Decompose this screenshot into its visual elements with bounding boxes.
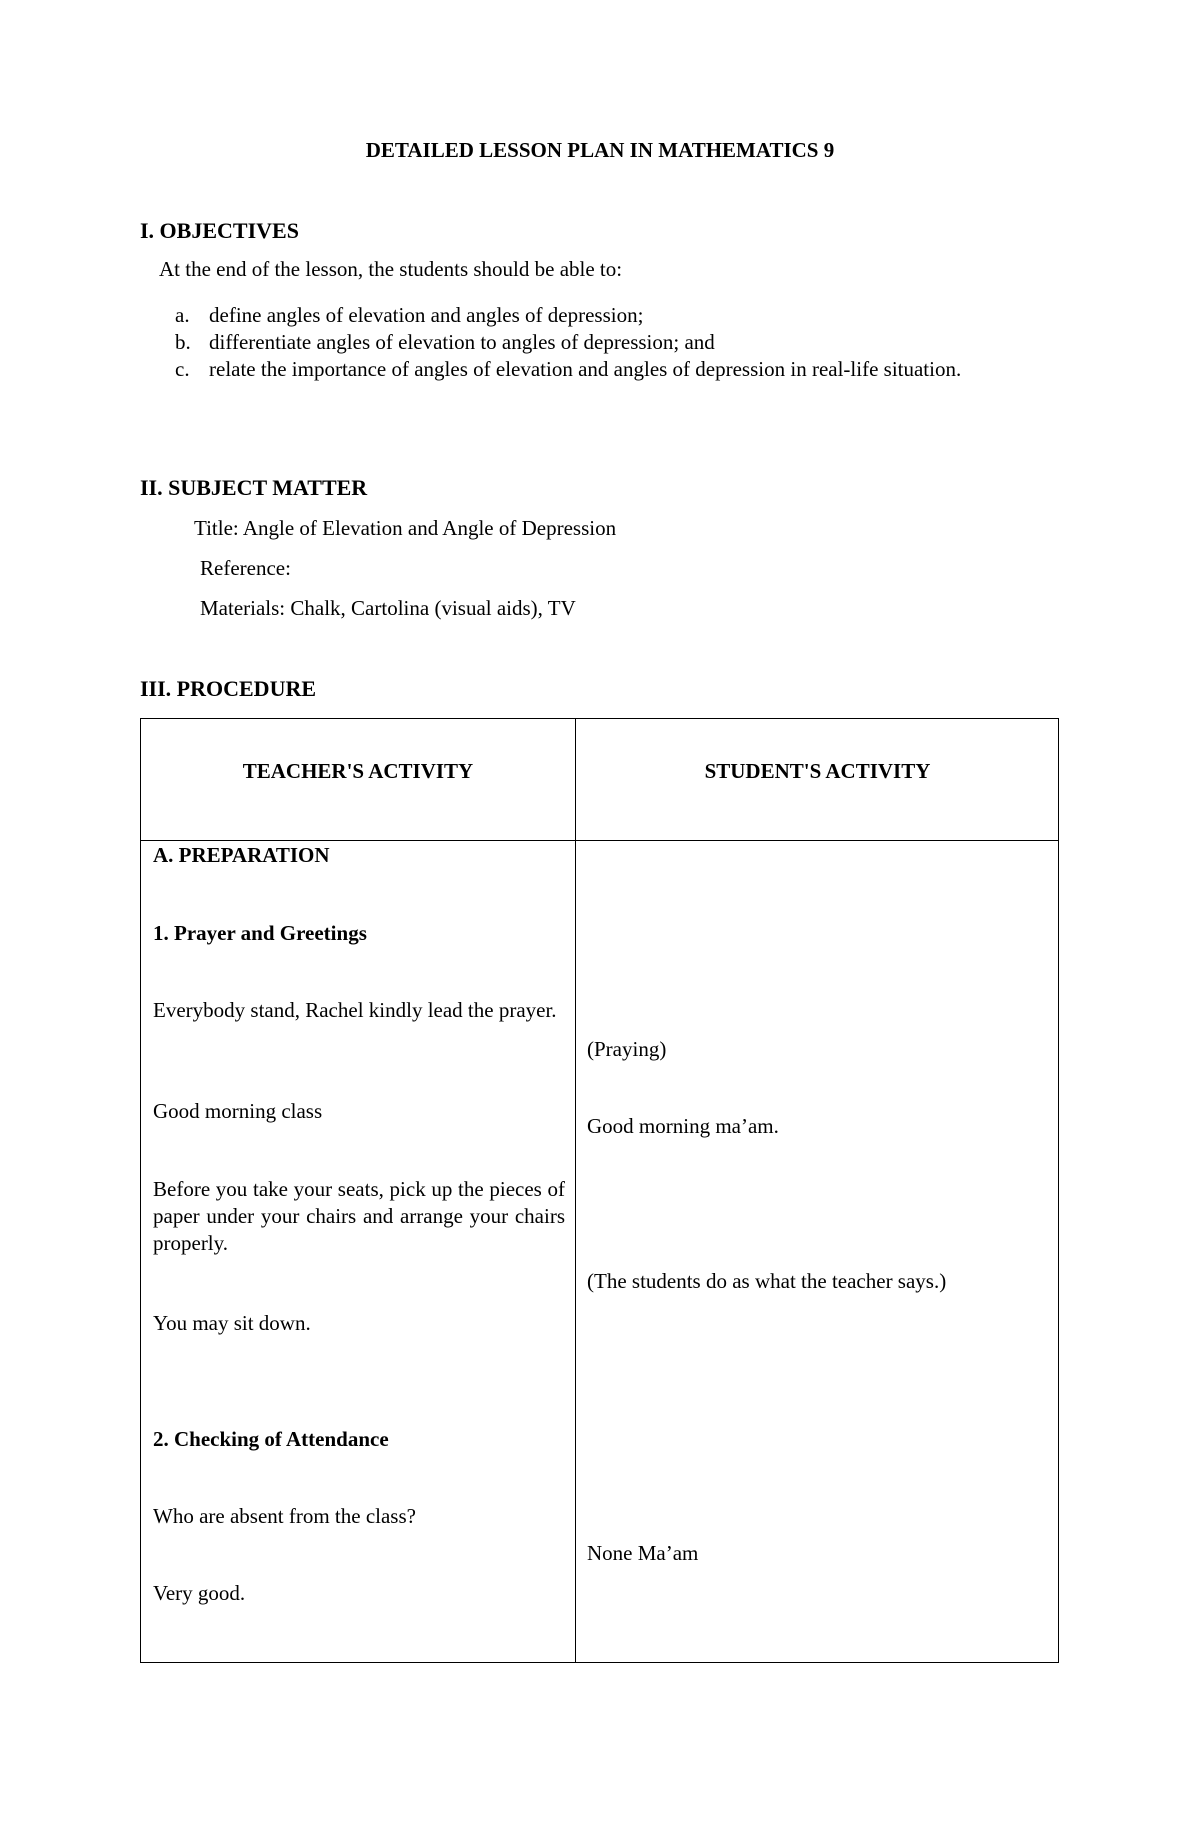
prayer-greetings-heading: 1. Prayer and Greetings — [153, 921, 367, 945]
teacher-activity-header: TEACHER'S ACTIVITY — [242, 759, 474, 783]
objective-text: define angles of elevation and angles of depression; — [209, 303, 644, 327]
objective-item — [175, 330, 715, 355]
preparation-heading: A. PREPARATION — [153, 843, 330, 867]
student-praying: (Praying) — [587, 1037, 667, 1061]
objective-letter: b. — [175, 330, 191, 354]
table-header-divider — [141, 840, 1058, 841]
attendance-heading: 2. Checking of Attendance — [153, 1427, 389, 1451]
teacher-prayer-line: Everybody stand, Rachel kindly lead the prayer. — [153, 998, 557, 1022]
teacher-greeting: Good morning class — [153, 1099, 323, 1123]
subject-title-line: Title: Angle of Elevation and Angle of Depression — [194, 516, 617, 540]
objective-item — [175, 303, 643, 328]
teacher-very-good: Very good. — [153, 1581, 246, 1605]
objective-item — [175, 357, 961, 382]
objective-letter: c. — [175, 357, 190, 381]
student-none-absent: None Ma’am — [587, 1541, 699, 1565]
subject-materials-line: Materials: Chalk, Cartolina (visual aids), TV — [200, 596, 576, 620]
document-title: DETAILED LESSON PLAN IN MATHEMATICS 9 — [365, 138, 835, 162]
teacher-sit-down: You may sit down. — [153, 1311, 311, 1335]
procedure-heading: III. PROCEDURE — [140, 676, 317, 701]
student-greeting-reply: Good morning ma’am. — [587, 1114, 779, 1138]
subject-reference-line: Reference: — [200, 556, 291, 580]
objectives-intro: At the end of the lesson, the students should be able to: — [159, 257, 623, 281]
objective-text: differentiate angles of elevation to angles of depression; and — [209, 330, 715, 354]
student-does-as-told: (The students do as what the teacher says.) — [587, 1269, 947, 1293]
objective-text: relate the importance of angles of elevation and angles of depression in real-life situation. — [209, 357, 962, 381]
subject-matter-heading: II. SUBJECT MATTER — [140, 475, 368, 500]
teacher-seats-instruction: Before you take your seats, pick up the pieces of paper under your chairs and arrange your chairs properly. — [153, 1177, 565, 1255]
table-column-divider — [575, 719, 576, 1662]
student-activity-header: STUDENT'S ACTIVITY — [704, 759, 931, 783]
teacher-absent-question: Who are absent from the class? — [153, 1504, 416, 1528]
objectives-heading: I. OBJECTIVES — [140, 218, 299, 243]
objective-letter: a. — [175, 303, 190, 327]
procedure-table — [140, 718, 1059, 1663]
